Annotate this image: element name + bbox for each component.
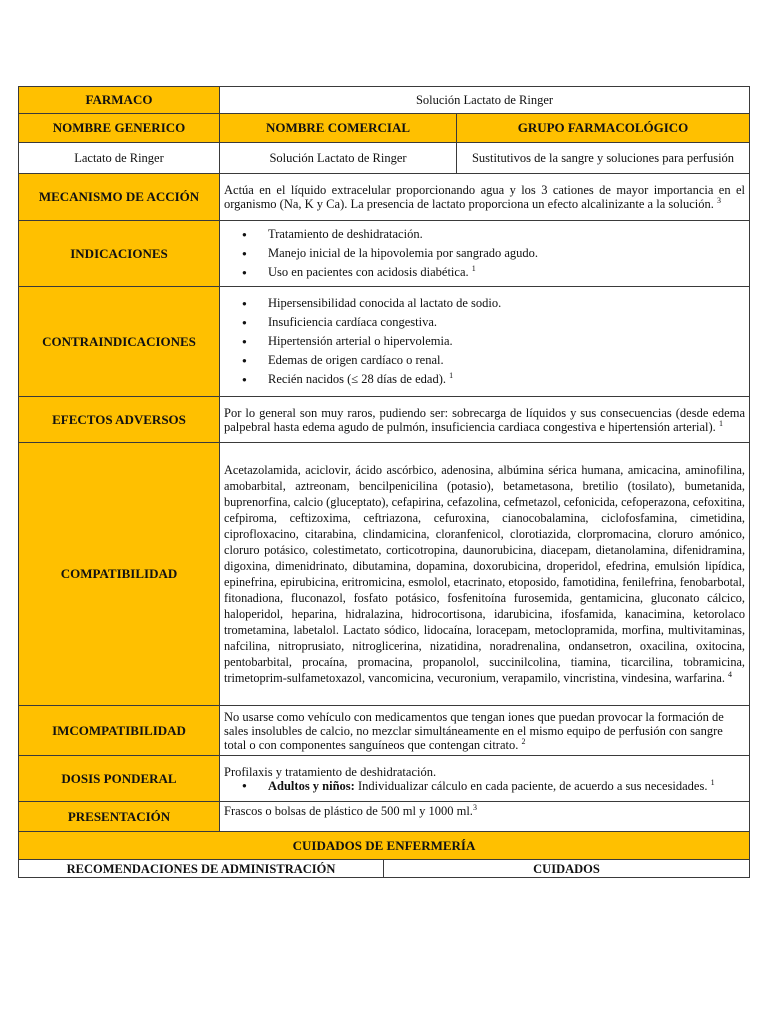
- efectos-ref: 1: [718, 418, 723, 428]
- efectos-cell: [220, 397, 750, 443]
- contraindicaciones-list: [224, 294, 745, 389]
- farmaco-row: [19, 87, 750, 114]
- recomendaciones-header: RECOMENDACIONES DE ADMINISTRACIÓN: [19, 860, 384, 878]
- compatibilidad-row: [19, 443, 750, 706]
- dosis-intro: Profilaxis y tratamiento de deshidratación.: [224, 764, 437, 779]
- list-item: [268, 351, 745, 370]
- efectos-label: EFECTOS ADVERSOS: [19, 397, 220, 443]
- indicaciones-label: INDICACIONES: [19, 221, 220, 287]
- list-item-text: Tratamiento de deshidratación.: [268, 227, 423, 241]
- list-item: [268, 263, 745, 282]
- nombre-generico-header: NOMBRE GENERICO: [19, 114, 220, 143]
- mecanismo-label: MECANISMO DE ACCIÓN: [19, 174, 220, 221]
- dosis-list: [224, 779, 745, 793]
- cuidados-title: CUIDADOS DE ENFERMERÍA: [19, 832, 750, 860]
- mecanismo-text: Actúa en el líquido extracelular proporcionando agua y los 3 cationes de mayor importancia en el organismo (Na, K y Ca). La presencia de lactato proporciona un efecto alcalinizante a la solución.: [224, 183, 746, 211]
- efectos-text: Por lo general son muy raros, pudiendo ser: sobrecarga de líquidos y sus consecuencias (desde edema palpebral hasta edema agudo de pulmón, insuficiencia cardiaca congestiva e hipertensión arterial).: [224, 405, 746, 434]
- list-item-text: Hipertensión arterial o hipervolemia.: [268, 334, 453, 348]
- dosis-ref: 1: [710, 777, 715, 787]
- list-item-text: Recién nacidos (≤ 28 días de edad).: [268, 372, 446, 386]
- list-item-ref: 1: [471, 263, 476, 273]
- indicaciones-row: [19, 221, 750, 287]
- cuidados-header-row: [19, 860, 750, 878]
- list-item: [268, 294, 745, 313]
- mecanismo-ref: 3: [716, 195, 721, 205]
- nombre-comercial-value: Solución Lactato de Ringer: [220, 143, 457, 174]
- indicaciones-cell: [220, 221, 750, 287]
- list-item: [268, 779, 745, 793]
- compatibilidad-ref: 4: [728, 669, 733, 679]
- incompatibilidad-ref: 2: [521, 736, 526, 746]
- cuidados-title-row: [19, 832, 750, 860]
- contraindicaciones-cell: [220, 287, 750, 397]
- incompatibilidad-cell: [220, 706, 750, 756]
- dosis-cell: [220, 756, 750, 802]
- efectos-row: [19, 397, 750, 443]
- grupo-farmacologico-value: Sustitutivos de la sangre y soluciones para perfusión: [457, 143, 750, 174]
- compatibilidad-cell: [220, 443, 750, 706]
- farmaco-label: FARMACO: [19, 87, 220, 114]
- dosis-bullet-text: Individualizar cálculo en cada paciente, de acuerdo a sus necesidades.: [354, 778, 708, 793]
- incompatibilidad-label: IMCOMPATIBILIDAD: [19, 706, 220, 756]
- incompatibilidad-text: No usarse como vehículo con medicamentos que tengan iones que puedan provocar la formación de sales insolubles de calcio, no mezclar simultáneamente en el mismo equipo de perfusión con sangre total o con componentes sanguíneos que contengan citrato.: [224, 709, 724, 752]
- list-item: [268, 332, 745, 351]
- list-item-text: Insuficiencia cardíaca congestiva.: [268, 315, 438, 329]
- list-item-ref: 1: [449, 370, 454, 380]
- dosis-label: DOSIS PONDERAL: [19, 756, 220, 802]
- presentacion-ref: 3: [472, 802, 477, 812]
- grupo-farmacologico-header: GRUPO FARMACOLÓGICO: [457, 114, 750, 143]
- values-row: [19, 143, 750, 174]
- list-item-text: Hipersensibilidad conocida al lactato de sodio.: [268, 296, 502, 310]
- farmaco-value: Solución Lactato de Ringer: [220, 87, 750, 114]
- contraindicaciones-label: CONTRAINDICACIONES: [19, 287, 220, 397]
- contraindicaciones-row: [19, 287, 750, 397]
- list-item: [268, 244, 745, 263]
- incompatibilidad-row: [19, 706, 750, 756]
- compatibilidad-label: COMPATIBILIDAD: [19, 443, 220, 706]
- presentacion-label: PRESENTACIÓN: [19, 802, 220, 832]
- dosis-bullet-bold: Adultos y niños:: [268, 778, 355, 793]
- mecanismo-cell: [220, 174, 750, 221]
- headers-row: [19, 114, 750, 143]
- indicaciones-list: [224, 225, 745, 282]
- nombre-generico-value: Lactato de Ringer: [19, 143, 220, 174]
- list-item-text: Edemas de origen cardíaco o renal.: [268, 353, 444, 367]
- list-item: [268, 370, 745, 389]
- list-item: [268, 313, 745, 332]
- presentacion-text: Frascos o bolsas de plástico de 500 ml y 1000 ml.: [224, 804, 473, 818]
- list-item-text: Uso en pacientes con acidosis diabética.: [268, 265, 469, 279]
- presentacion-cell: [220, 802, 750, 832]
- nombre-comercial-header: NOMBRE COMERCIAL: [220, 114, 457, 143]
- cuidados-header: CUIDADOS: [384, 860, 750, 878]
- dosis-row: [19, 756, 750, 802]
- list-item-text: Manejo inicial de la hipovolemia por sangrado agudo.: [268, 246, 539, 260]
- drug-sheet: [18, 86, 749, 878]
- drug-table: [18, 86, 750, 878]
- compatibilidad-text: Acetazolamida, aciclovir, ácido ascórbico, adenosina, albúmina sérica humana, amicacina, aminofilina, amobarbital, aztreonam, bencilpenicilina (potasio), betametasona, bretilio (tosilato), bumetanida, buprenorfina, calcio (gluceptato), cefapirina, cefazolina, cefmetazol, cefonicida, cefoperazona, cefoxitina, cefpiroma, ceftizoxima, ceftriazona, cefuroxina, cianocobalamina, ciclofosfamina, cimetidina, ciprofloxacino, citarabina, clindamicina, cloranfenicol, clorotiazida, clorpromacina, cloruro amónico, cloruro potásico, colestimetato, corticotropina, daunorubicina, diacepam, dietanolamina, difenidramina, digoxina, dimenidrinato, dibutamina, dopamina, doxorubicina, droperidol, efedrina, emulsión lipídica, epinefrina, epirubicina, eritromicina, esmolol, etacrinato, etoposido, famotidina, fenilefrina, fenobarbotal, fitonadiona, fluconazol, fosfato potásico, fosfenitoína furosemida, gentamicina, gluconato cálcico, haloperidol, heparina, hidralazina, hidrocortisona, idarubicina, ifosfamida, kanacimina, ketorolaco trometamina, labetalol. Lactato sódico, lidocaína, loracepam, metoclopramida, morfina, multivitaminas, nafcilina, nitroprusiato, nitroglicerina, nizatidina, noradrenalina, ondansetron, oxacilina, oxitocina, pentobarbital, procaína, promacina, propanolol, succinilcolina, tiamina, ticarcilina, tobramicina, trimetoprim-sulfametoxazol, vancomicina, vecuronium, verapamilo, vincristina, vindesina, warfarina.: [224, 463, 746, 685]
- presentacion-row: [19, 802, 750, 832]
- list-item: [268, 225, 745, 244]
- mecanismo-row: [19, 174, 750, 221]
